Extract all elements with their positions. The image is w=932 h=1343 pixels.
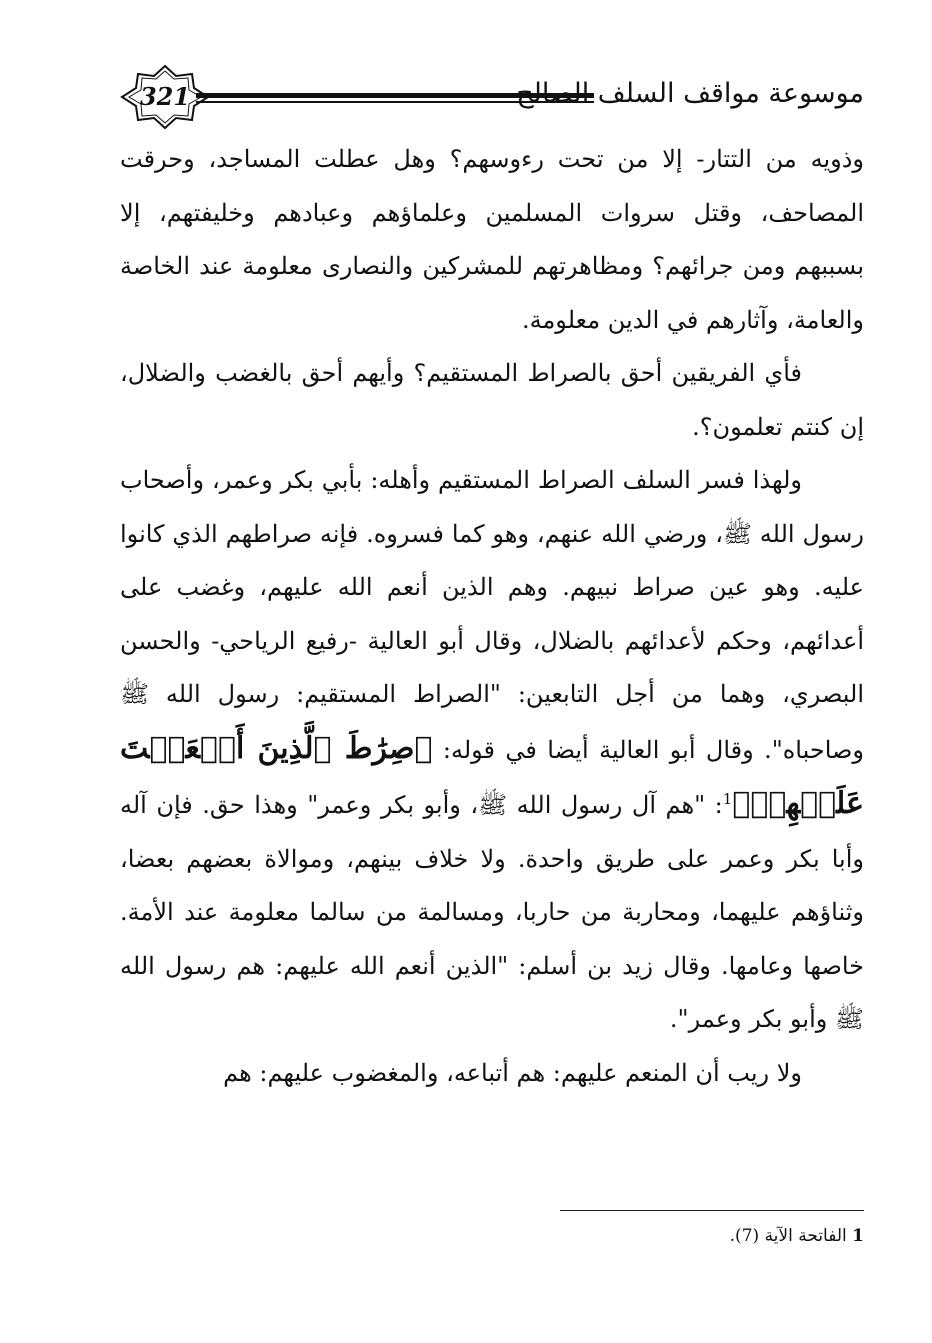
paragraph-3-part-a: ولهذا فسر السلف الصراط المستقيم وأهله: بأبي بكر وعمر، وأصحاب رسول الله ﷺ، ورضي الله عنهم، وهو كما فسروه. فإنه صراطهم الذي كانوا عليه. وهو عين صراط نبيهم. وهم الذين أنعم الله عليهم، وغضب على أعدائهم، وحكم لأعدائهم بالضلال، وقال أبو العالية -رفيع الرياحي- والحسن البصري، وهما من أجل التابعين: "الصراط المستقيم: رسول الله ﷺ وصاحباه". وقال أبو العالية أيضا في قوله: [120,466,864,764]
main-text [120,133,864,1100]
footnote-text: الفاتحة الآية (7). [729,1226,847,1246]
footnote-number: 1 [852,1226,864,1246]
quran-verse: ﴿صِرَٰطَ ٱلَّذِينَ أَنۡعَمۡتَ عَلَيۡهِمۡ﴾ [120,730,864,821]
footnote-reference[interactable]: 1 [722,790,733,808]
page-number: 321 [139,82,191,111]
paragraph-1: وذويه من التتار- إلا من تحت رءوسهم؟ وهل عطلت المساجد، وحرقت المصاحف، وقتل سروات المسلمين وعلماؤهم وعبادهم وخليفتهم، إلا بسببهم ومن جرائهم؟ ومظاهرتهم للمشركين والنصارى معلومة عند الخاصة والعامة، وآثارهم في الدين معلومة. [120,145,864,334]
paragraph-3-part-b: : "هم آل رسول الله ﷺ، وأبو بكر وعمر" وهذا حق. فإن آله وأبا بكر وعمر على طريق واحدة. ولا خلاف بينهم، وموالاة بعضهم بعضا، وثناؤهم عليهما، ومحاربة من حاربا، ومسالمة من سالما معلومة عند الأمة. خاصها وعامها. وقال زيد بن أسلم: "الذين أنعم الله عليهم: هم رسول الله ﷺ وأبو بكر وعمر". [120,791,864,1033]
paragraph-4: ولا ريب أن المنعم عليهم: هم أتباعه، والمغضوب عليهم: هم [223,1058,802,1087]
series-title: موسوعة مواقف السلف الصالح [516,78,864,109]
footnote-divider [560,1210,864,1211]
paragraph-3 [120,454,864,1047]
footnote [560,1222,864,1250]
page-header [120,64,864,130]
paragraph-2: فأي الفريقين أحق بالصراط المستقيم؟ وأيهم أحق بالغضب والضلال، إن كنتم تعلمون؟. [120,359,864,441]
